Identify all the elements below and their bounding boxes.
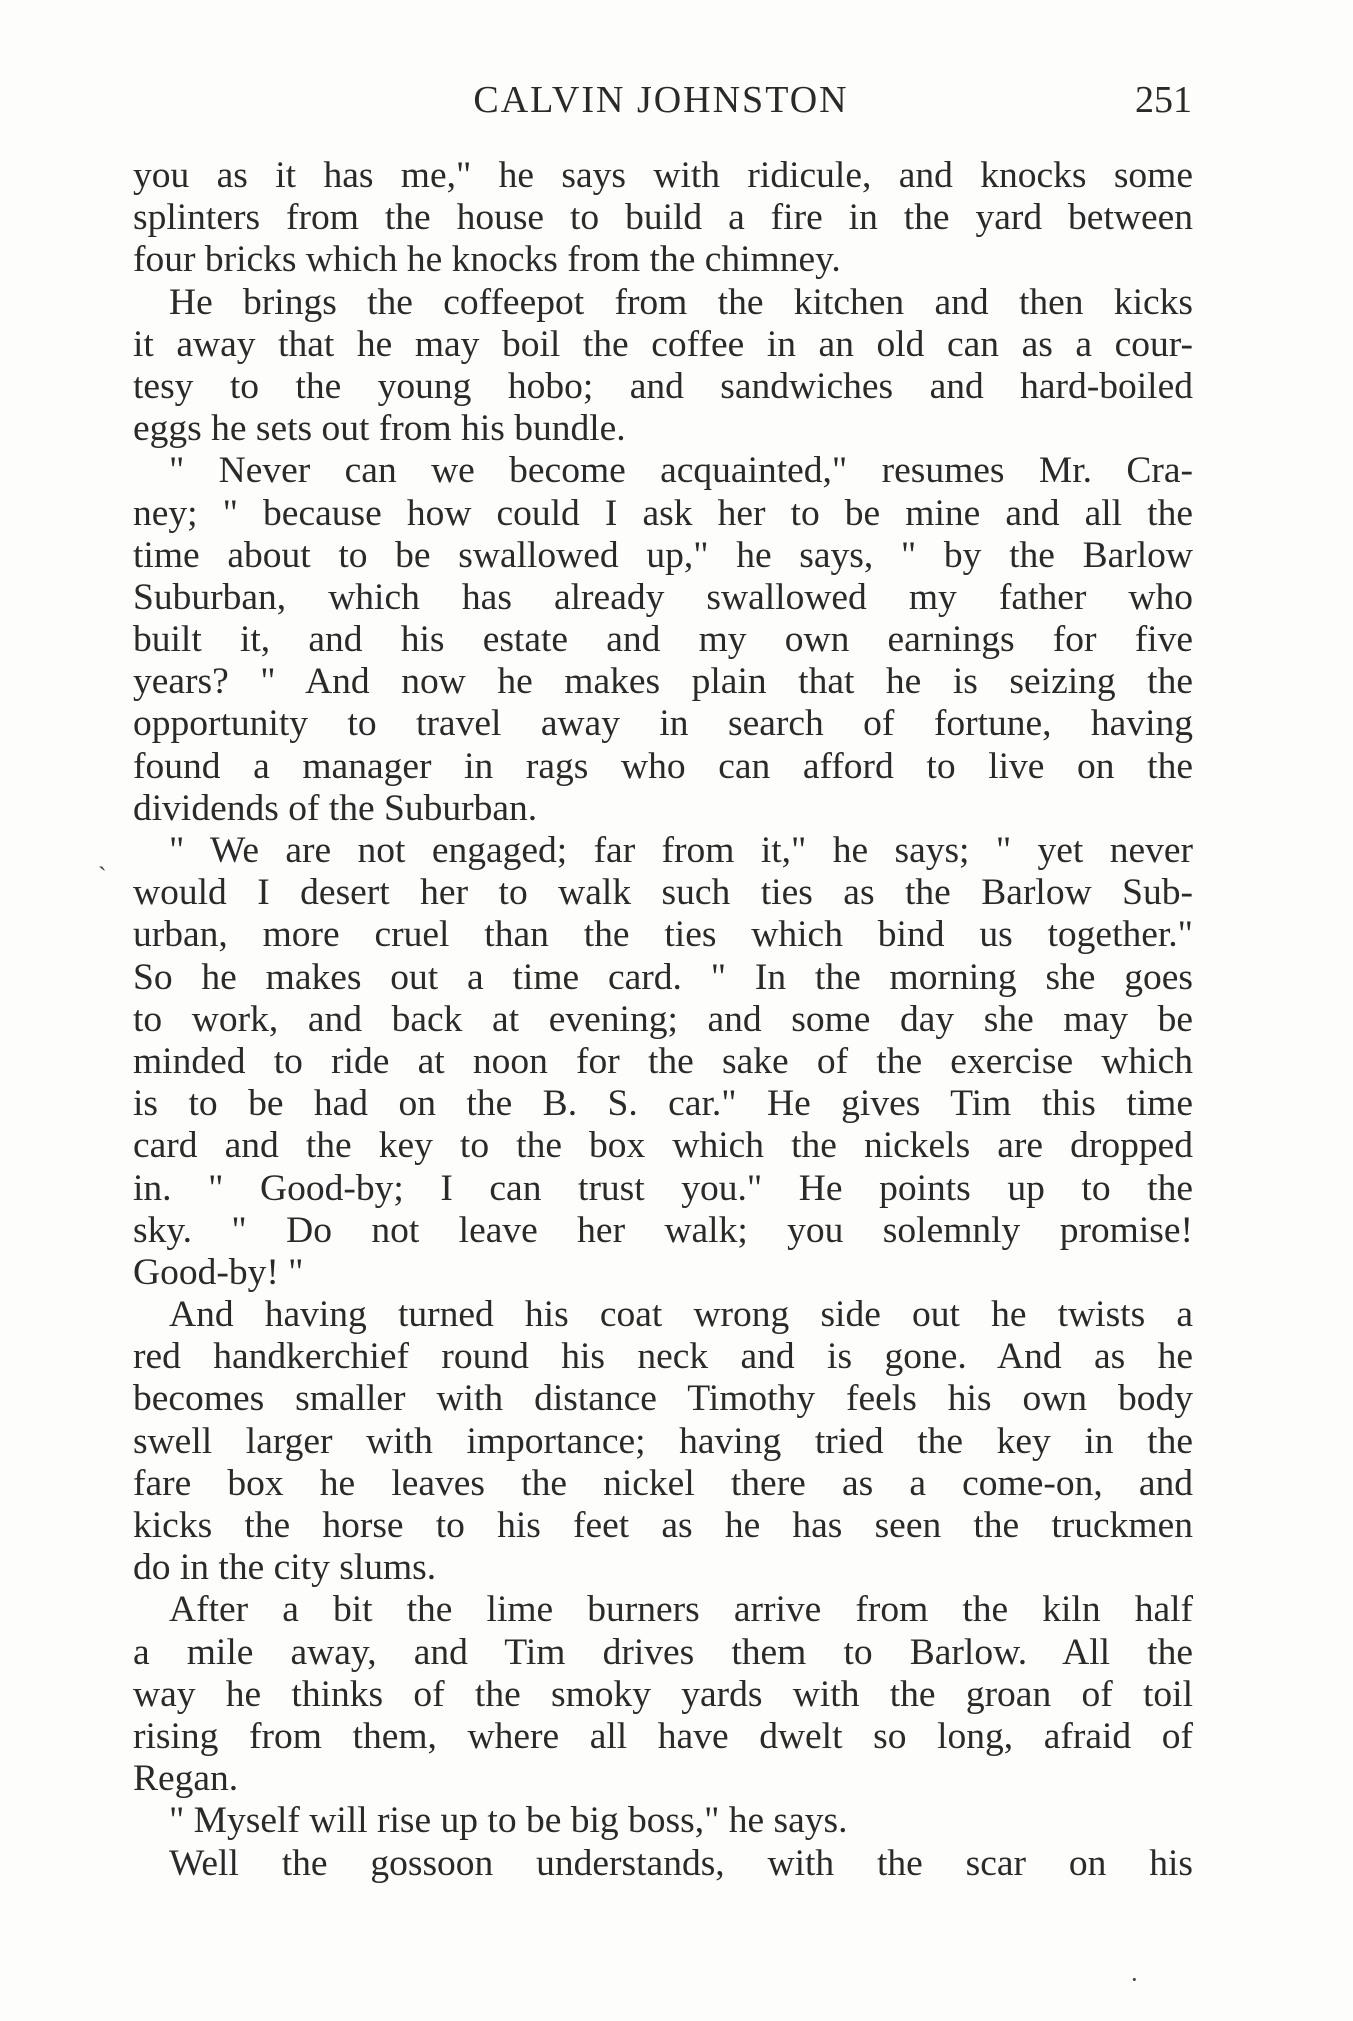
text-line: dividends of the Suburban. [133, 787, 538, 829]
text-line: would I desert her to walk such ties as the Barlow Sub- [133, 872, 1193, 914]
text-line: ney; " because how could I ask her to be mine and all the [133, 492, 1193, 534]
text-line: card and the key to the box which the nickels are dropped [133, 1125, 1193, 1167]
text-line: " Myself will rise up to be big boss," he says. [169, 1800, 848, 1842]
text-line: red handkerchief round his neck and is gone. And as he [133, 1336, 1193, 1378]
text-line: it away that he may boil the coffee in an old can as a cour- [133, 323, 1193, 365]
text-line: After a bit the lime burners arrive from the kiln half [169, 1589, 1193, 1631]
body-text [133, 155, 1193, 1885]
text-line: fare box he leaves the nickel there as a come-on, and [133, 1462, 1193, 1504]
text-line: a mile away, and Tim drives them to Barlow. All the [133, 1631, 1193, 1673]
text-line: becomes smaller with distance Timothy feels his own body [133, 1378, 1193, 1420]
text-line: urban, more cruel than the ties which bind us together." [133, 914, 1193, 956]
text-line: He brings the coffeepot from the kitchen and then kicks [169, 281, 1193, 323]
text-line: splinters from the house to build a fire in the yard between [133, 197, 1193, 239]
text-line: years? " And now he makes plain that he is seizing the [133, 661, 1193, 703]
text-line: kicks the horse to his feet as he has seen the truckmen [133, 1505, 1193, 1546]
running-head: CALVIN JOHNSTON [473, 79, 849, 121]
text-line: eggs he sets out from his bundle. [133, 408, 626, 450]
text-line: minded to ride at noon for the sake of the exercise which [133, 1040, 1193, 1082]
text-line: Good-by! " [133, 1251, 304, 1293]
stray-mark-bottom: · [1130, 1965, 1139, 1994]
text-line: do in the city slums. [133, 1547, 437, 1589]
text-line: you as it has me," he says with ridicule, and knocks some [133, 155, 1193, 196]
page-header [130, 70, 1192, 130]
text-line: So he makes out a time card. " In the morning she goes [133, 956, 1193, 998]
text-line: sky. " Do not leave her walk; you solemnly promise! [133, 1209, 1193, 1251]
text-line: " We are not engaged; far from it," he says; " yet never [169, 830, 1193, 871]
text-line: Suburban, which has already swallowed my father who [133, 576, 1193, 618]
text-line: " Never can we become acquainted," resumes Mr. Cra- [169, 450, 1193, 492]
text-line: swell larger with importance; having tried the key in the [133, 1420, 1193, 1462]
text-line: rising from them, where all have dwelt so long, afraid of [133, 1715, 1193, 1757]
page-number: 251 [1135, 79, 1192, 121]
stray-mark-left: ` [98, 862, 107, 891]
text-line: way he thinks of the smoky yards with the groan of toil [133, 1673, 1193, 1715]
text-line: opportunity to travel away in search of fortune, having [133, 703, 1193, 745]
text-line: four bricks which he knocks from the chimney. [133, 239, 841, 281]
text-line: And having turned his coat wrong side out he twists a [169, 1294, 1193, 1336]
text-line: in. " Good-by; I can trust you." He points up to the [133, 1167, 1193, 1209]
text-line: time about to be swallowed up," he says, " by the Barlow [133, 534, 1193, 576]
text-line: built it, and his estate and my own earnings for five [133, 619, 1193, 661]
text-line: is to be had on the B. S. car." He gives Tim this time [133, 1083, 1193, 1125]
text-line: tesy to the young hobo; and sandwiches and hard-boiled [133, 365, 1193, 407]
text-line: Regan. [133, 1758, 239, 1800]
text-line: found a manager in rags who can afford to live on the [133, 745, 1193, 787]
text-line: to work, and back at evening; and some day she may be [133, 998, 1193, 1040]
text-line: Well the gossoon understands, with the scar on his [169, 1842, 1193, 1884]
